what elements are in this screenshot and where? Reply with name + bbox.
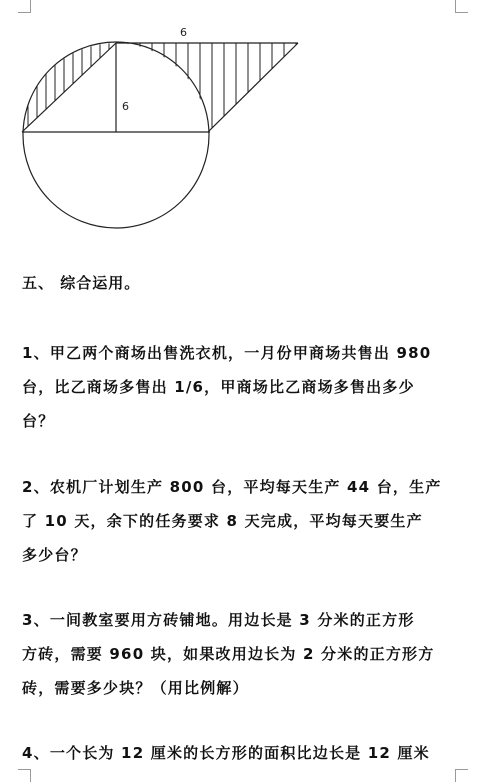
problem-line: 2、农机厂计划生产 800 台，平均每天生产 44 台，生产 (22, 478, 442, 496)
section-heading: 五、 综合运用。 (22, 274, 141, 292)
problem-line: 砖，需要多少块？（用比例解） (22, 679, 249, 697)
page-corner-mark-bottom-right (455, 769, 468, 782)
page-corner-mark-bottom-left (18, 769, 31, 782)
problem-line: 3、一间教室要用方砖铺地。用边长是 3 分米的正方形 (22, 611, 415, 629)
right-slant-line (208, 43, 298, 132)
problem-line: 台，比乙商场多售出 1/6，甲商场比乙商场多售出多少 (22, 378, 415, 396)
label-top-length: 6 (180, 26, 187, 39)
problem-line: 1、甲乙两个商场出售洗衣机，一月份甲商场共售出 980 (22, 344, 432, 362)
label-height: 6 (122, 100, 129, 113)
problem-line: 了 10 天，余下的任务要求 8 天完成，平均每天要生产 (22, 512, 423, 530)
problem-line: 多少台？ (22, 546, 87, 564)
problem-line: 方砖，需要 960 块，如果改用边长为 2 分米的正方形方 (22, 645, 435, 663)
problem-line: 台？ (22, 412, 55, 430)
problem-2 (22, 470, 470, 572)
hatch-right-region (128, 40, 296, 140)
geometry-figure (0, 0, 482, 260)
problem-1 (22, 336, 470, 438)
problem-4 (22, 736, 470, 770)
problem-line: 4、一个长为 12 厘米的长方形的面积比边长是 12 厘米 (22, 744, 430, 762)
problem-3 (22, 603, 470, 705)
